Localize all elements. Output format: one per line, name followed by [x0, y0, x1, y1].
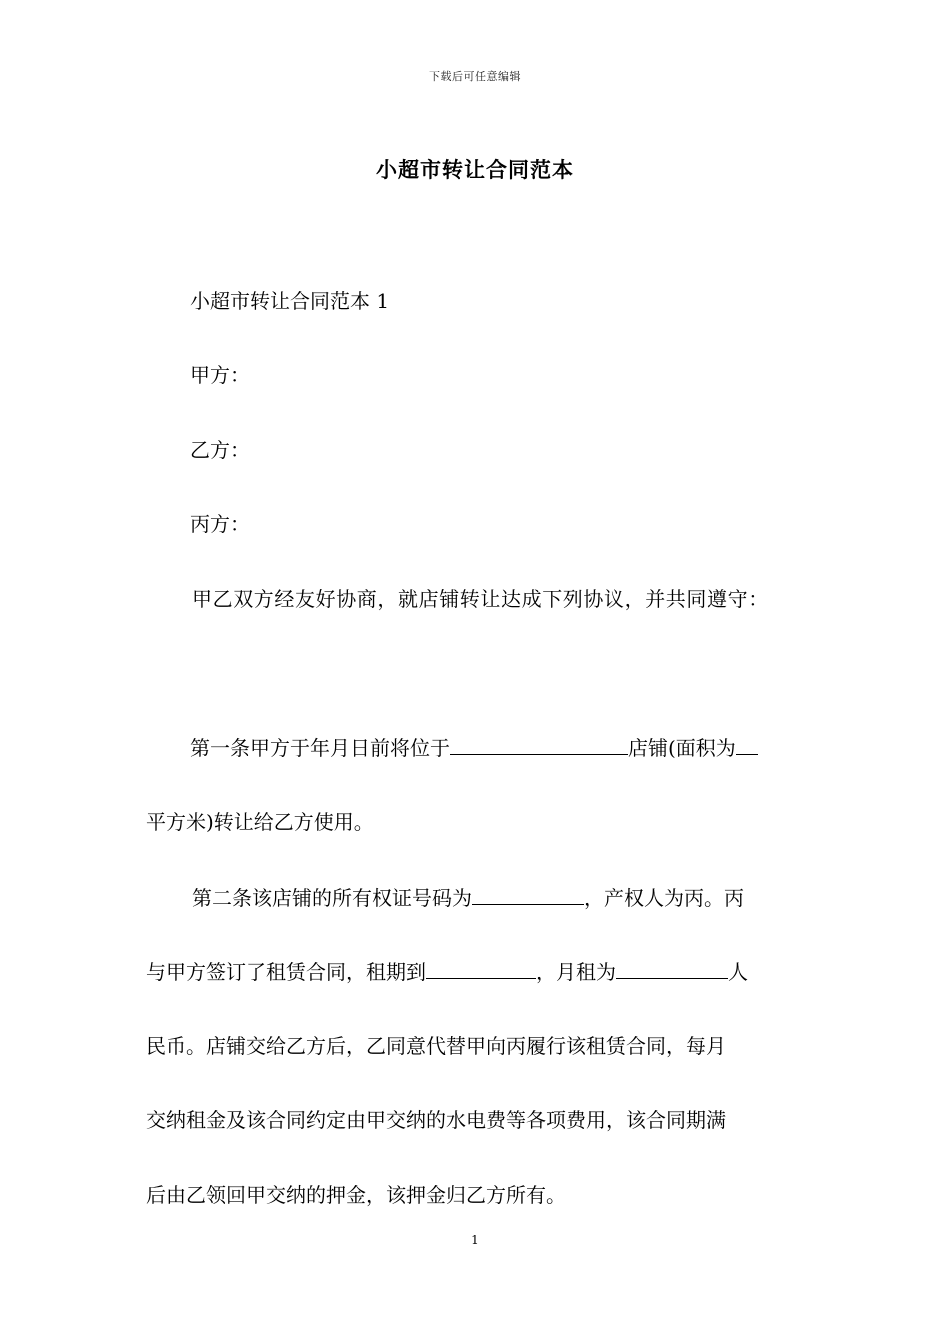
- monthly-rent-blank: [616, 956, 728, 979]
- article-2-text-d: ，月租为: [536, 960, 616, 984]
- article-2-line-5: 后由乙领回甲交纳的押金，该押金归乙方所有。: [146, 1183, 566, 1207]
- party-a-label: 甲方：: [190, 363, 250, 387]
- article-1-line-2: 平方米)转让给乙方使用。: [146, 810, 374, 834]
- intro-paragraph: 甲乙双方经友好协商，就店铺转让达成下列协议，并共同遵守：: [192, 587, 769, 611]
- article-2-line-1: [192, 882, 744, 913]
- document-title: 小超市转让合同范本: [376, 157, 574, 182]
- article-1-text-a: 第一条甲方于年月日前将位于: [190, 736, 450, 760]
- article-2-text-e: 人: [728, 960, 748, 984]
- page-number: 1: [471, 1233, 479, 1247]
- certificate-number-blank: [472, 882, 584, 905]
- area-blank: [736, 732, 758, 755]
- article-2-text-a: 第二条该店铺的所有权证号码为: [192, 886, 472, 910]
- subtitle: 小超市转让合同范本 1: [190, 289, 390, 313]
- header-note: 下载后可任意编辑: [429, 70, 521, 83]
- article-2-line-2: [146, 956, 748, 987]
- article-2-text-c: 与甲方签订了租赁合同，租期到: [146, 960, 426, 984]
- article-2-line-4: 交纳租金及该合同约定由甲交纳的水电费等各项费用，该合同期满: [146, 1108, 726, 1132]
- party-c-label: 丙方：: [190, 512, 250, 536]
- location-blank: [450, 732, 628, 755]
- article-2-text-b: ，产权人为丙。丙: [584, 886, 744, 910]
- lease-term-blank: [426, 956, 536, 979]
- article-1-text-b: 店铺(面积为: [628, 736, 736, 760]
- article-2-line-3: 民币。店铺交给乙方后，乙同意代替甲向丙履行该租赁合同，每月: [146, 1034, 726, 1058]
- article-1-line-1: [190, 732, 758, 763]
- party-b-label: 乙方：: [190, 438, 250, 462]
